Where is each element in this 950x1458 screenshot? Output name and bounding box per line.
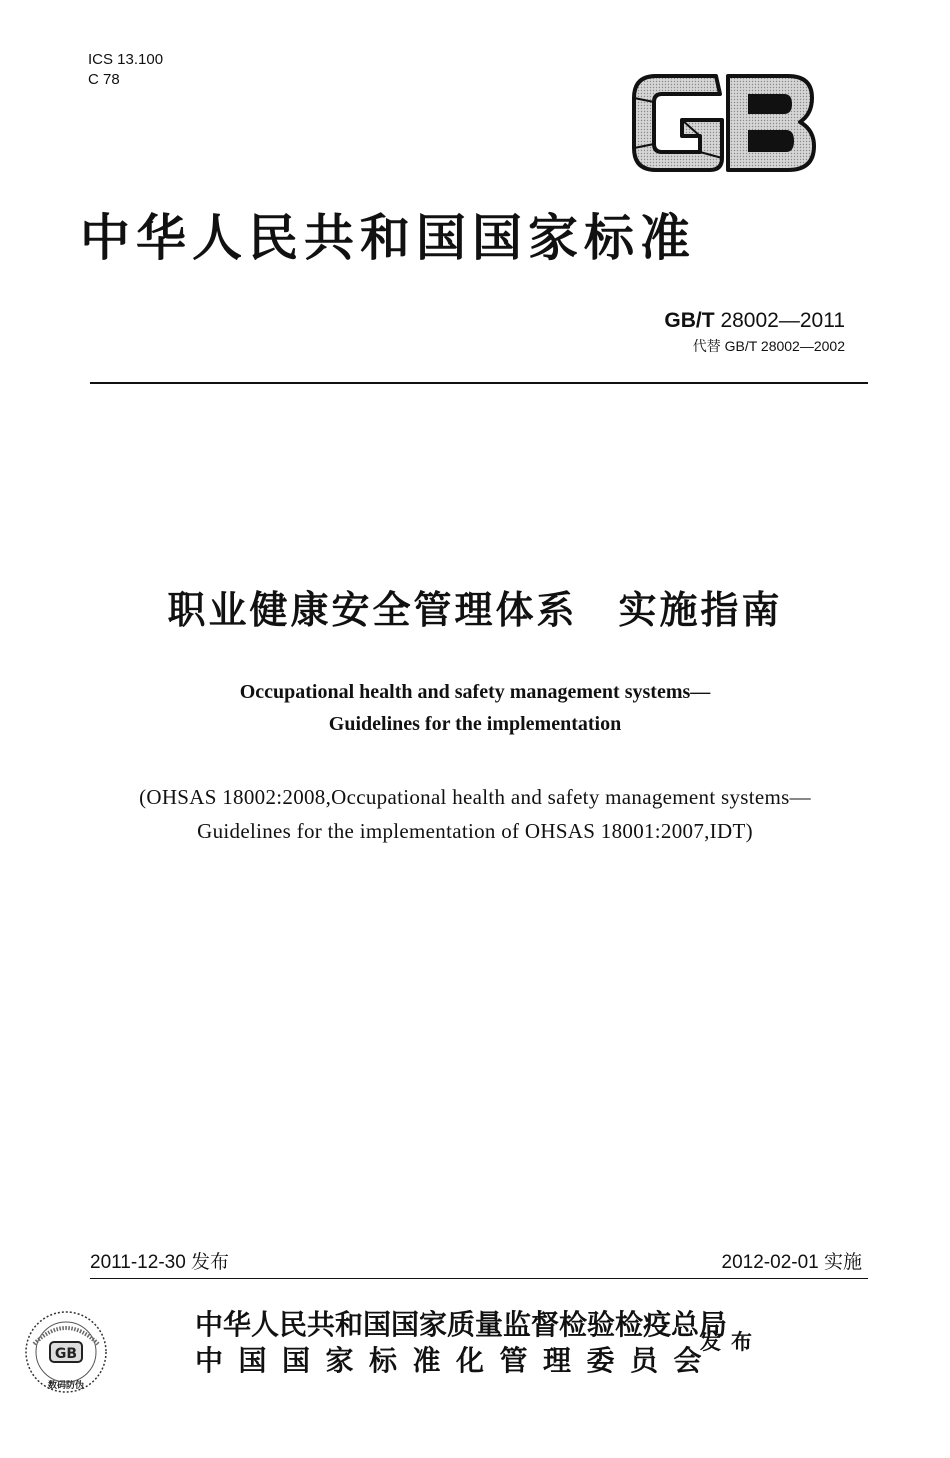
footer-divider: [90, 1278, 868, 1279]
publish-label: 发布: [700, 1330, 762, 1354]
header-divider: [90, 382, 868, 384]
chinese-title: 职业健康安全管理体系 实施指南: [167, 588, 783, 632]
seal-label: 数码防伪: [47, 1381, 85, 1391]
ics-code: ICS 13.100: [88, 51, 164, 68]
adoption-note-line-1: (OHSAS 18002:2008,Occupational health and safety management systems—: [139, 785, 811, 809]
standard-number-value: 28002—2011: [720, 309, 845, 332]
english-title-line-1: Occupational health and safety management systems—: [239, 681, 711, 703]
gb-logo-text: GB: [723, 176, 725, 177]
standard-number: [664, 308, 845, 334]
replaces-standard: 代替 GB/T 28002—2002: [692, 338, 845, 354]
implementation-date: 2012-02-01 实施: [721, 1252, 862, 1273]
english-title: [0, 676, 950, 740]
issue-date: 2011-12-30 发布: [90, 1252, 230, 1273]
seal-logo-text: GB: [54, 1346, 78, 1362]
adoption-note: [0, 780, 950, 848]
standard-number-block: [664, 308, 845, 356]
issuing-authorities: [195, 1307, 727, 1379]
gb-logo-icon: [628, 68, 818, 178]
english-title-line-2: Guidelines for the implementation: [328, 713, 622, 735]
ccs-code: C 78: [88, 71, 120, 88]
anti-counterfeit-seal-icon: [20, 1308, 112, 1400]
classification-codes: [88, 50, 163, 90]
issuer-aqsiq: 中华人民共和国国家质量监督检验检疫总局: [195, 1308, 728, 1341]
issuer-sac: 中国国家标准化管理委员会: [195, 1344, 718, 1377]
national-standard-title: 中华人民共和国国家标准: [80, 209, 696, 267]
standard-number-prefix: GB/T: [664, 309, 715, 332]
adoption-note-line-2: Guidelines for the implementation of OHSAS 18001:2007,IDT): [197, 819, 753, 843]
